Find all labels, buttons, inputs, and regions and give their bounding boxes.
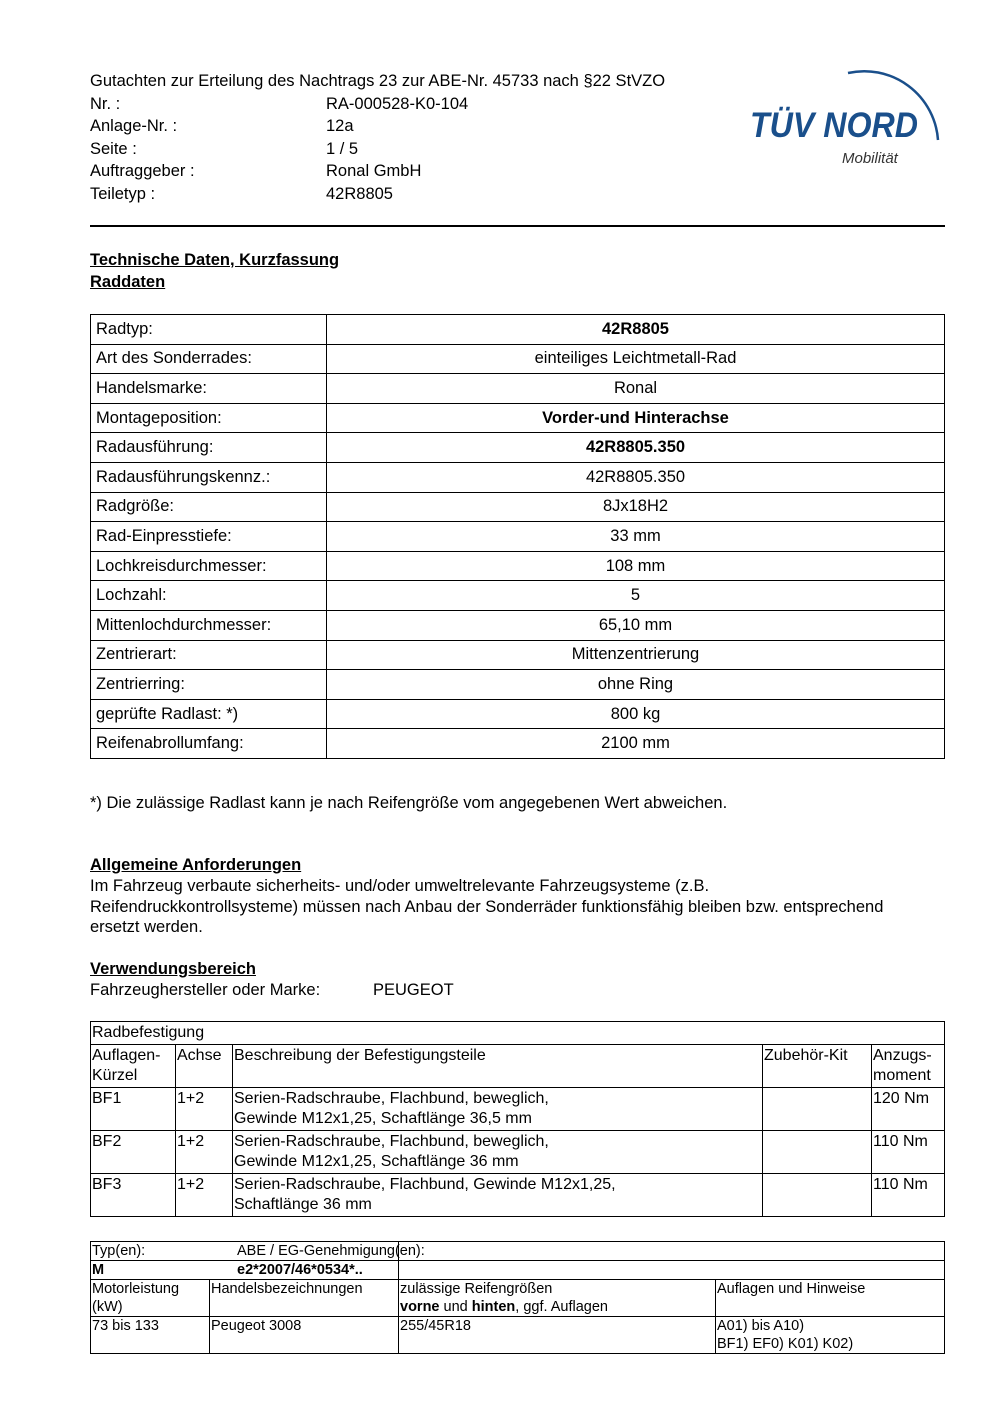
tyres-front: vorne (400, 1299, 440, 1315)
tyres-rest: , ggf. Auflagen (515, 1299, 608, 1315)
header-field-label: Auftraggeber : (90, 162, 195, 180)
header-field-value: 42R8805 (326, 184, 393, 203)
header-field-value: 12a (326, 117, 354, 135)
table-row (91, 462, 945, 492)
row-label: Reifenabrollumfang: (91, 729, 327, 759)
cell-moment: 110 Nm (872, 1131, 945, 1174)
cell-moment: 120 Nm (872, 1088, 945, 1131)
col-header-kuerzel: Auflagen-Kürzel (91, 1045, 176, 1088)
row-label: Art des Sonderrades: (91, 344, 327, 374)
usage-title: Verwendungsbereich (90, 960, 256, 978)
cell-power: 73 bis 133 (91, 1317, 210, 1354)
table-row (91, 433, 945, 463)
row-value: ohne Ring (327, 670, 945, 700)
header-field-label: Anlage-Nr. : (90, 117, 178, 135)
raddaten-table (90, 314, 945, 759)
row-label: Radgröße: (91, 492, 327, 522)
cell-line: Gewinde M12x1,25, Schaftlänge 36 mm (234, 1153, 519, 1170)
row-value: Ronal (327, 374, 945, 404)
row-value: Mittenzentrierung (327, 640, 945, 670)
header-field-auftraggeber (90, 160, 665, 183)
header-line: Motorleistung (92, 1281, 180, 1297)
table-row (91, 374, 945, 404)
row-value: 33 mm (327, 522, 945, 552)
radbefestigung-table (90, 1021, 945, 1217)
logo-brand: TÜV NORD (750, 106, 918, 145)
header-field-value: RA-000528-K0-104 (326, 94, 469, 113)
usage-maker: PEUGEOT (373, 981, 454, 999)
header-field-anlage (90, 115, 665, 138)
header-line (400, 1298, 714, 1316)
table-row (91, 522, 945, 552)
header-line: (kW) (92, 1299, 123, 1315)
row-value: einteiliges Leichtmetall-Rad (327, 344, 945, 374)
table-row (91, 1174, 945, 1217)
row-label: Radausführungskennz.: (91, 462, 327, 492)
col-header-achse: Achse (176, 1045, 233, 1088)
table-row (91, 492, 945, 522)
tuev-nord-logo-graphic (740, 45, 960, 175)
table-row (91, 729, 945, 759)
table-row (91, 1317, 945, 1354)
row-value: 42R8805.350 (327, 433, 945, 463)
cell-beschreibung (233, 1131, 763, 1174)
row-label: Lochkreisdurchmesser: (91, 551, 327, 581)
row-label: Radtyp: (91, 315, 327, 345)
row-label: Rad-Einpresstiefe: (91, 522, 327, 552)
header-field-value: 1 / 5 (326, 139, 359, 158)
table-header-row (91, 1280, 945, 1317)
tyres-rear: hinten (471, 1299, 516, 1315)
row-value: Vorder-und Hinterachse (327, 403, 945, 433)
notes-line: BF1) EF0) K01) K02) (717, 1336, 854, 1352)
table-row (91, 315, 945, 345)
cell-line: Serien-Radschraube, Flachbund, beweglich, (234, 1133, 549, 1150)
tyres-and: und (443, 1299, 468, 1315)
row-value: 800 kg (327, 699, 945, 729)
col-header-moment: Anzugs-moment (872, 1045, 945, 1088)
radbefestigung-title: Radbefestigung (91, 1022, 945, 1045)
header-field-nr (90, 93, 665, 116)
abe-value-text: e2*2007/46*0534*.. (237, 1262, 363, 1278)
radlast-footnote: *) Die zulässige Radlast kann je nach Reifengröße vom angegebenen Wert abweichen. (90, 794, 728, 812)
row-value: 8Jx18H2 (327, 492, 945, 522)
table-header-row (91, 1045, 945, 1088)
table-row (91, 1242, 945, 1261)
header-line: zulässige Reifengrößen (400, 1281, 553, 1297)
cell-beschreibung (233, 1088, 763, 1131)
table-row (91, 640, 945, 670)
col-header-kit: Zubehör-Kit (763, 1045, 872, 1088)
cell-notes (716, 1317, 945, 1354)
table-row (91, 610, 945, 640)
table-row (91, 699, 945, 729)
row-value: 65,10 mm (327, 610, 945, 640)
row-value: 42R8805 (327, 315, 945, 345)
row-label: Lochzahl: (91, 581, 327, 611)
cell-achse: 1+2 (176, 1174, 233, 1217)
header-field-label: Nr. : (90, 94, 121, 113)
row-label: Radausführung: (91, 433, 327, 463)
header-field-value: Ronal GmbH (326, 162, 422, 180)
cell-moment: 110 Nm (872, 1174, 945, 1217)
header-field-seite (90, 138, 665, 161)
table-row (91, 1022, 945, 1045)
row-value: 42R8805.350 (327, 462, 945, 492)
col-header-tyres (399, 1280, 716, 1317)
cell-kit (763, 1088, 872, 1131)
cell-name: Peugeot 3008 (210, 1317, 399, 1354)
header-divider (90, 225, 945, 227)
cell-line: Serien-Radschraube, Flachbund, Gewinde M12x1,25, (234, 1176, 616, 1193)
row-label: Mittenlochdurchmesser: (91, 610, 327, 640)
abe-value (237, 1261, 945, 1280)
table-row (91, 551, 945, 581)
document-header (90, 70, 665, 205)
table-row (91, 1261, 945, 1280)
row-label: geprüfte Radlast: *) (91, 699, 327, 729)
header-title: Gutachten zur Erteilung des Nachtrags 23 zur ABE-Nr. 45733 nach §22 StVZO (90, 72, 666, 90)
table-row (91, 1131, 945, 1174)
cell-kit (763, 1174, 872, 1217)
header-field-label: Teiletyp : (90, 184, 156, 203)
row-label: Montageposition: (91, 403, 327, 433)
table-row (91, 1088, 945, 1131)
header-field-label: Seite : (90, 139, 137, 158)
col-header-power (91, 1280, 210, 1317)
general-requirements-title: Allgemeine Anforderungen (90, 856, 302, 874)
raddaten-title: Raddaten (90, 273, 166, 291)
general-requirements-text: Im Fahrzeug verbaute sicherheits- und/oder umweltrelevante Fahrzeugsysteme (z.B. Reifendruckkontrollsysteme) müssen nach Anbau der Sonderräder funktionsfähig bleiben bzw. entsprechend ersetzt werden. (90, 877, 884, 936)
tuev-nord-logo (740, 45, 960, 175)
row-label: Handelsmarke: (91, 374, 327, 404)
table-row (91, 581, 945, 611)
col-header-beschreibung: Beschreibung der Befestigungsteile (233, 1045, 763, 1088)
vehicle-types-table (90, 1241, 945, 1354)
row-value: 5 (327, 581, 945, 611)
row-label: Zentrierart: (91, 640, 327, 670)
cell-achse: 1+2 (176, 1131, 233, 1174)
col-header-names: Handelsbezeichnungen (210, 1280, 399, 1317)
typ-value: M (91, 1261, 399, 1280)
cell-kuerzel: BF1 (91, 1088, 176, 1131)
cell-tyres: 255/45R18 (399, 1317, 716, 1354)
header-field-teiletyp (90, 183, 665, 206)
row-label: Zentrierring: (91, 670, 327, 700)
cell-kit (763, 1131, 872, 1174)
cell-line: Schaftlänge 36 mm (234, 1196, 372, 1213)
table-row (91, 403, 945, 433)
abe-label-text: ABE / EG-Genehmigung(en): (237, 1243, 425, 1259)
abe-label (237, 1242, 945, 1261)
typ-label: Typ(en): (91, 1242, 399, 1261)
tech-section-title: Technische Daten, Kurzfassung (90, 251, 340, 269)
cell-kuerzel: BF3 (91, 1174, 176, 1217)
cell-kuerzel: BF2 (91, 1131, 176, 1174)
table-row (91, 344, 945, 374)
table-row (91, 670, 945, 700)
usage-maker-label: Fahrzeughersteller oder Marke: (90, 981, 321, 999)
logo-subtitle: Mobilität (842, 150, 898, 167)
row-value: 108 mm (327, 551, 945, 581)
cell-line: Gewinde M12x1,25, Schaftlänge 36,5 mm (234, 1110, 532, 1127)
col-header-notes: Auflagen und Hinweise (716, 1280, 945, 1317)
row-value: 2100 mm (327, 729, 945, 759)
cell-achse: 1+2 (176, 1088, 233, 1131)
notes-line: A01) bis A10) (717, 1318, 805, 1334)
cell-line: Serien-Radschraube, Flachbund, beweglich, (234, 1090, 549, 1107)
cell-beschreibung (233, 1174, 763, 1217)
